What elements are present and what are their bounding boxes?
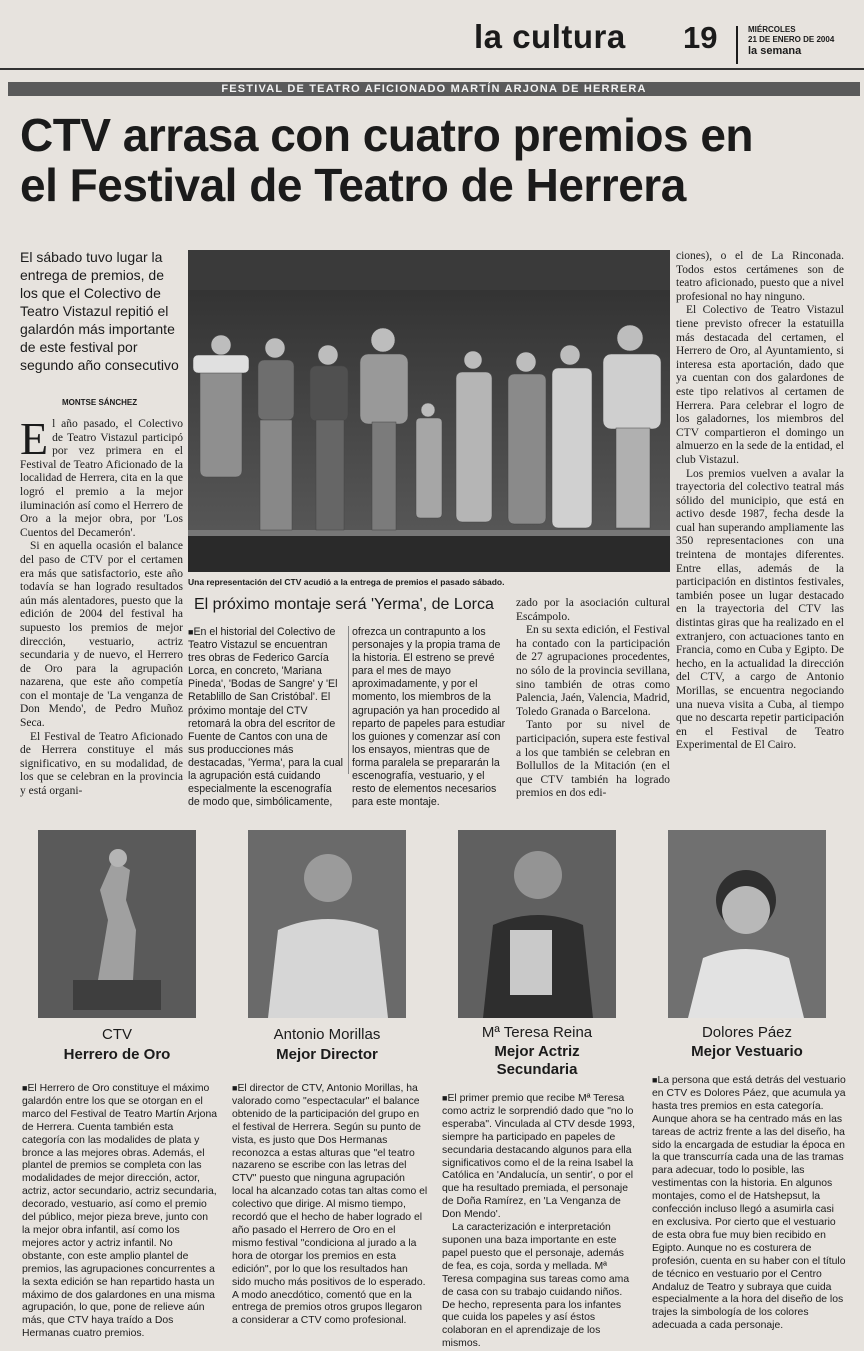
column-1: [20, 413, 183, 799]
mid-column-1-text: ■ En el historial del Colectivo de Teatro Vistazul se encuentran tres obras de Federico García Lorca, en concreto, 'Mariana Pineda', 'Bodas de Sangre' y 'El Retablillo de San Cristóbal'. El próximo montaje del CTV retomará la obra del escritor de Fuente de Cantos con una de sus producciones más destacadas, 'Yerma', para la cual la agrupación está cuidando especialmente la escenografía de modo que, simbólicamente,: [188, 626, 343, 808]
right-paragraph-1: ciones), o el de La Rinconada. Todos estos certámenes son de teatro aficionado, puesto que a nivel profesional no hay ninguno.: [676, 250, 844, 303]
mid-column-3: [516, 597, 670, 801]
award-4-name: Dolores Páez: [701, 1024, 793, 1041]
portrait-dolores-paez: [668, 830, 826, 1018]
award-1-paragraph: ■ El Herrero de Oro constituye el máximo galardón entre los que se otorgan en el marco del Festival de Teatro Martín Arjona de Herrera. Cuenta también esta categoría con las modalides de plata y bronce a las mejores obras. Además, el plantel de premios se completa con las modalidades de mejor dirección, actor, actriz, actor secundario, actriz secundaria, decorado, vestuario, así como el premio del público, mejor pieza breve, junto con la mejor obra infantil, así como los mejores actor y actriz infantil. No obstante, con este amplio plantel de premios, las agrupaciones concurrentes a la sexta edición se han repartido hasta un máximo de dos galardones en una misma agrupación, lo que, pone de relieve aún más, que CTV haya traído a Dos Hermanas cuatro premios.: [22, 1082, 218, 1341]
page-number: 19: [683, 20, 718, 55]
portrait-teresa-reina: [458, 830, 616, 1018]
portrait-figure: [248, 830, 406, 1018]
mid3-paragraph-1: zado por la asociación cultural Escámpolo.: [516, 597, 670, 623]
byline: MONTSE SÁNCHEZ: [62, 398, 138, 407]
publication-name: la semana: [748, 45, 802, 57]
header-day: MIÉRCOLES: [748, 25, 796, 34]
award-4-text: [652, 1074, 848, 1333]
award-3-text: [442, 1092, 638, 1351]
deck-summary: El sábado tuvo lugar la entrega de premios, de los que el Colectivo de Teatro Vistazul repitió el galardón más importante de este festival por segundo año consecutivo: [20, 249, 179, 373]
photo-caption: Una representación del CTV acudió a la entrega de premios el pasado sábado.: [188, 577, 505, 587]
header-divider: [736, 26, 738, 64]
col1-paragraph-2: Si en aquella ocasión el balance del paso de CTV por el certamen era más que satisfactorio, este año todavía se han logrado resultados aún más alentadores, puesto que la edición de 2004 del festival ha supuesto los premios de mejor dirección, vestuario, actriz secundaria y de nuevo, el Herrero de Oro para la agrupación nazarena, que este año competía con el montaje de 'La venganza de Don Mendo', de Pedro Muñoz Seca.: [20, 540, 183, 730]
award-4-paragraph: ■ La persona que está detrás del vestuario en CTV es Dolores Páez, que acumula ya hasta tres premios en esta categoría. Aunque ahora se ha centrado más en las tareas de actriz frente a las del diseño, ha sido la encargada de estudiar la época en la que transcurría cada una de las tramas para adecuar, todo lo posible, las vestimentas con la historia. En algunos montajes, como el de Hatshepsut, la confección incluso llegó a asumirla casi en exclusiva. Por cierto que el vestuario de esta obra fue muy bien recibido en Egipto. Aunque no es costurera de profesión, cuenta en su haber con el título de técnico en vestuario por el Centro Andaluz de Teatro y subraya que cuida especialmente a la hora del diseño de los trajes la simbología de los colores adecuada a cada personaje.: [652, 1074, 848, 1333]
award-1-text: [22, 1082, 218, 1341]
subhead: El próximo montaje será 'Yerma', de Lorca: [194, 596, 494, 613]
col1-paragraph-1: l año pasado, el Colectivo de Teatro Vistazul participó por vez primera en el Festival de Teatro Aficionado de la localidad de Herrera, cita en la que logró el premio a la mejor iluminación así como el Herrero de Oro a la mejor obra, por 'Los Cuentos del Decamerón'.: [20, 418, 183, 539]
trophy-figure: [38, 830, 196, 1018]
portrait-figure: [458, 830, 616, 1018]
award-2-text: [232, 1082, 428, 1328]
award-2-name: Antonio Morillas: [273, 1026, 381, 1043]
headline-line-2: el Festival de Teatro de Herrera: [20, 159, 686, 211]
mid-column-1: [188, 626, 344, 809]
mid-column-2: ofrezca un contrapunto a los personajes y la propia trama de la historia. El estreno se prevé para el mes de mayo aproximadamente, y por el momento, los miembros de la agrupación ya han procedido al reparto de papeles para estudiar los guiones y comenzar así con los ensayos, mientras que de forma paralela se prepararán la escenografía, vestuario, y el resto de elementos necesarios para este montaje.: [352, 626, 506, 809]
column-right: [676, 250, 844, 753]
award-2-paragraph: ■ El director de CTV, Antonio Morillas, ha valorado como "espectacular" el balance obtenido de la participación del grupo en el festival de Herrera. Según su punto de vista, es justo que Dos Hermanas reconozca a estas alturas que "el teatro nazareno se escribe con las letras del CTV" puesto que ninguna agrupación local ha alcanzado cotas tan altas como el colectivo que dirige. Al mismo tiempo, recordó que el hecho de haber logrado el año pasado el Herrero de Oro en el mismo festival "condiciona al jurado a la hora de otorgar los premios en esta edición", por lo que los resultados han sido mucho más positivos de lo esperado. A modo anecdótico, comentó que en la entrega de premios otros grupos llegaron a considerar a CTV como profesional.: [232, 1082, 428, 1328]
column-rule: [348, 626, 349, 774]
headline-line-1: CTV arrasa con cuatro premios en: [20, 109, 754, 161]
group-photo-illustration: [188, 250, 670, 572]
right-paragraph-3: Los premios vuelven a avalar la trayectoria del colectivo teatral más sólido del municipio, que está en activo desde 1987, fecha desde la cual han superando ampliamente las 350 representaciones con una treintena de montajes diferentes. Entre ellas, además de la participación en distintos festivales, también posee un lugar destacado en la trayectoria del CTV las distintas giras que ha realizado en el extranjero, con actuaciones tanto en Francia, como en Cuba y Egipto. De hecho, en la actualidad la dirección del CTV, a cargo de Antonio Morillas, se encuentra negociando una nueva visita a Cuba, al tiempo que no descarta repetir participación en el Festival de Teatro Experimental de El Cairo.: [676, 467, 844, 752]
mid3-paragraph-3: Tanto por su nivel de participación, supera este festival a los que también se celebran en Bollullos de la Mitación (en el que CTV también ha logrado premios en dos edi-: [516, 719, 670, 800]
award-4-title: Mejor Vestuario: [691, 1043, 803, 1060]
kicker-banner: FESTIVAL DE TEATRO AFICIONADO MARTÍN ARJONA DE HERRERA: [8, 82, 860, 96]
portrait-antonio-morillas: [248, 830, 406, 1018]
header-date: 21 DE ENERO DE 2004: [748, 35, 835, 44]
header-rule: [0, 68, 864, 70]
award-3-paragraph-1: ■ El primer premio que recibe Mª Teresa como actriz le sorprendió dado que "no lo esperaba". Vinculada al CTV desde 1993, siempre ha participado en papeles de secundaria destacando algunos para ella significativos como el de la reina Isabel la Católica en 'Andalucía, un sentir', o por el que ha resultado premiada, el personaje de Doña Ramírez, en 'La Venganza de Don Mendo'.: [442, 1092, 638, 1222]
col1-paragraph-3: El Festival de Teatro Aficionado de Herrera constituye el más significativo, en su modalidad, de los que se celebran en la provincia y está organi-: [20, 730, 183, 798]
award-3-paragraph-2: La caracterización e interpretación suponen una baza importante en este papel puesto que el personaje, además de fea, es coja, sorda y mellada. Mª Teresa compagina sus tareas como ama de casa con su trabajo cuidando niños. De hecho, representa para los infantes que cuida los papeles y así éstos colaboran en el aprendizaje de los mismos.: [442, 1222, 630, 1350]
section-title: la cultura: [474, 18, 626, 55]
mid3-paragraph-2: En su sexta edición, el Festival ha contado con la participación de 27 agrupaciones procedentes, no sólo de la provincia sevillana, sino también de otras como Palencia, Jaén, Valencia, Madrid, Toledo Granada o Barcelona.: [516, 624, 670, 718]
award-1-title: Herrero de Oro: [63, 1046, 171, 1063]
right-paragraph-2: El Colectivo de Teatro Vistazul tiene previsto ofrecer la estatuilla más destacada del certamen, el Herrero de Oro, al Ayuntamiento, si interesa esta aportación, dado que ya cuentan con dos galardones de este tipo relativos al certamen de Herrera. Para celebrar el logro de los galadornes, los miembros del CTV compartieron el domingo un almuerzo en la sede de la entidad, el club Vistazul.: [676, 304, 844, 466]
drop-cap: E: [20, 413, 49, 464]
award-1-name: CTV: [102, 1026, 132, 1043]
award-3-title-line-1: Mejor Actriz: [494, 1043, 580, 1060]
award-2-title: Mejor Director: [276, 1046, 378, 1063]
headline: [20, 110, 860, 210]
trophy-photo: [38, 830, 196, 1018]
award-3-name: Mª Teresa Reina: [481, 1024, 593, 1041]
award-3-title-line-2: Secundaria: [496, 1061, 578, 1078]
group-photo: [188, 250, 670, 572]
portrait-figure: [668, 830, 826, 1018]
